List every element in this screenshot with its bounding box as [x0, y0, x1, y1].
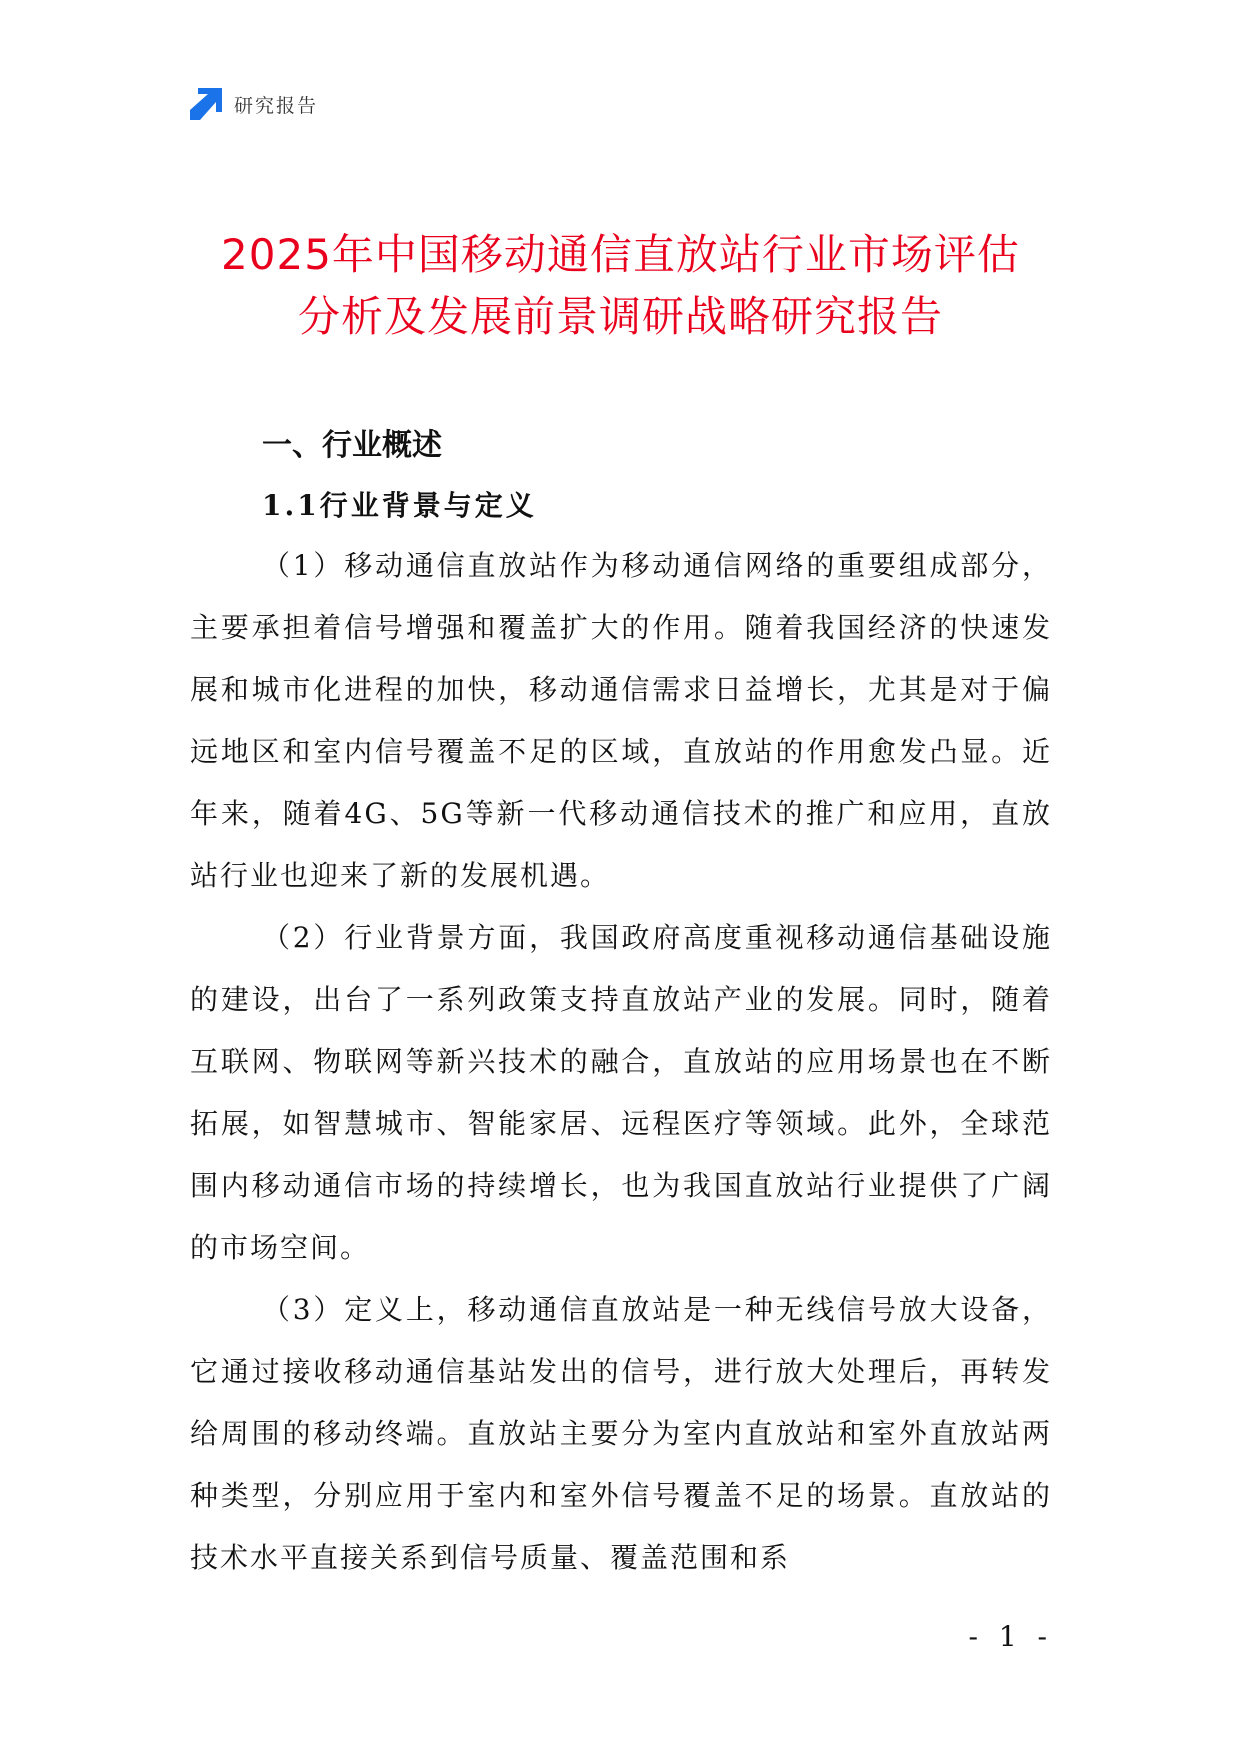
paragraph-2: （2）行业背景方面，我国政府高度重视移动通信基础设施的建设，出台了一系列政策支持直放站产业的发展。同时，随着互联网、物联网等新兴技术的融合，直放站的应用场景也在不断拓展，如智慧城市、智能家居、远程医疗等领域。此外，全球范围内移动通信市场的持续增长，也为我国直放站行业提供了广阔的市场空间。 [190, 921, 1052, 1264]
paragraph-3: （3）定义上，移动通信直放站是一种无线信号放大设备，它通过接收移动通信基站发出的信号，进行放大处理后，再转发给周围的移动终端。直放站主要分为室内直放站和室外直放站两种类型，分别应用于室内和室外信号覆盖不足的场景。直放站的技术水平直接关系到信号质量、覆盖范围和系 [190, 1293, 1052, 1574]
subsection-heading: 1.1行业背景与定义 [262, 489, 537, 522]
header-label: 研究报告 [234, 94, 319, 117]
section-heading: 一、行业概述 [262, 428, 442, 463]
report-title-line-1: 2025年中国移动通信直放站行业市场评估 [221, 230, 1020, 279]
report-title-line-2: 分析及发展前景调研战略研究报告 [297, 292, 943, 341]
report-header [190, 88, 318, 120]
arrow-logo-icon [190, 88, 222, 120]
paragraph-1: （1）移动通信直放站作为移动通信网络的重要组成部分，主要承担着信号增强和覆盖扩大的作用。随着我国经济的快速发展和城市化进程的加快，移动通信需求日益增长，尤其是对于偏远地区和室内信号覆盖不足的区域，直放站的作用愈发凸显。近年来，随着4G、5G等新一代移动通信技术的推广和应用，直放站行业也迎来了新的发展机遇。 [190, 549, 1052, 892]
page-number: - 1 - [968, 1620, 1053, 1653]
